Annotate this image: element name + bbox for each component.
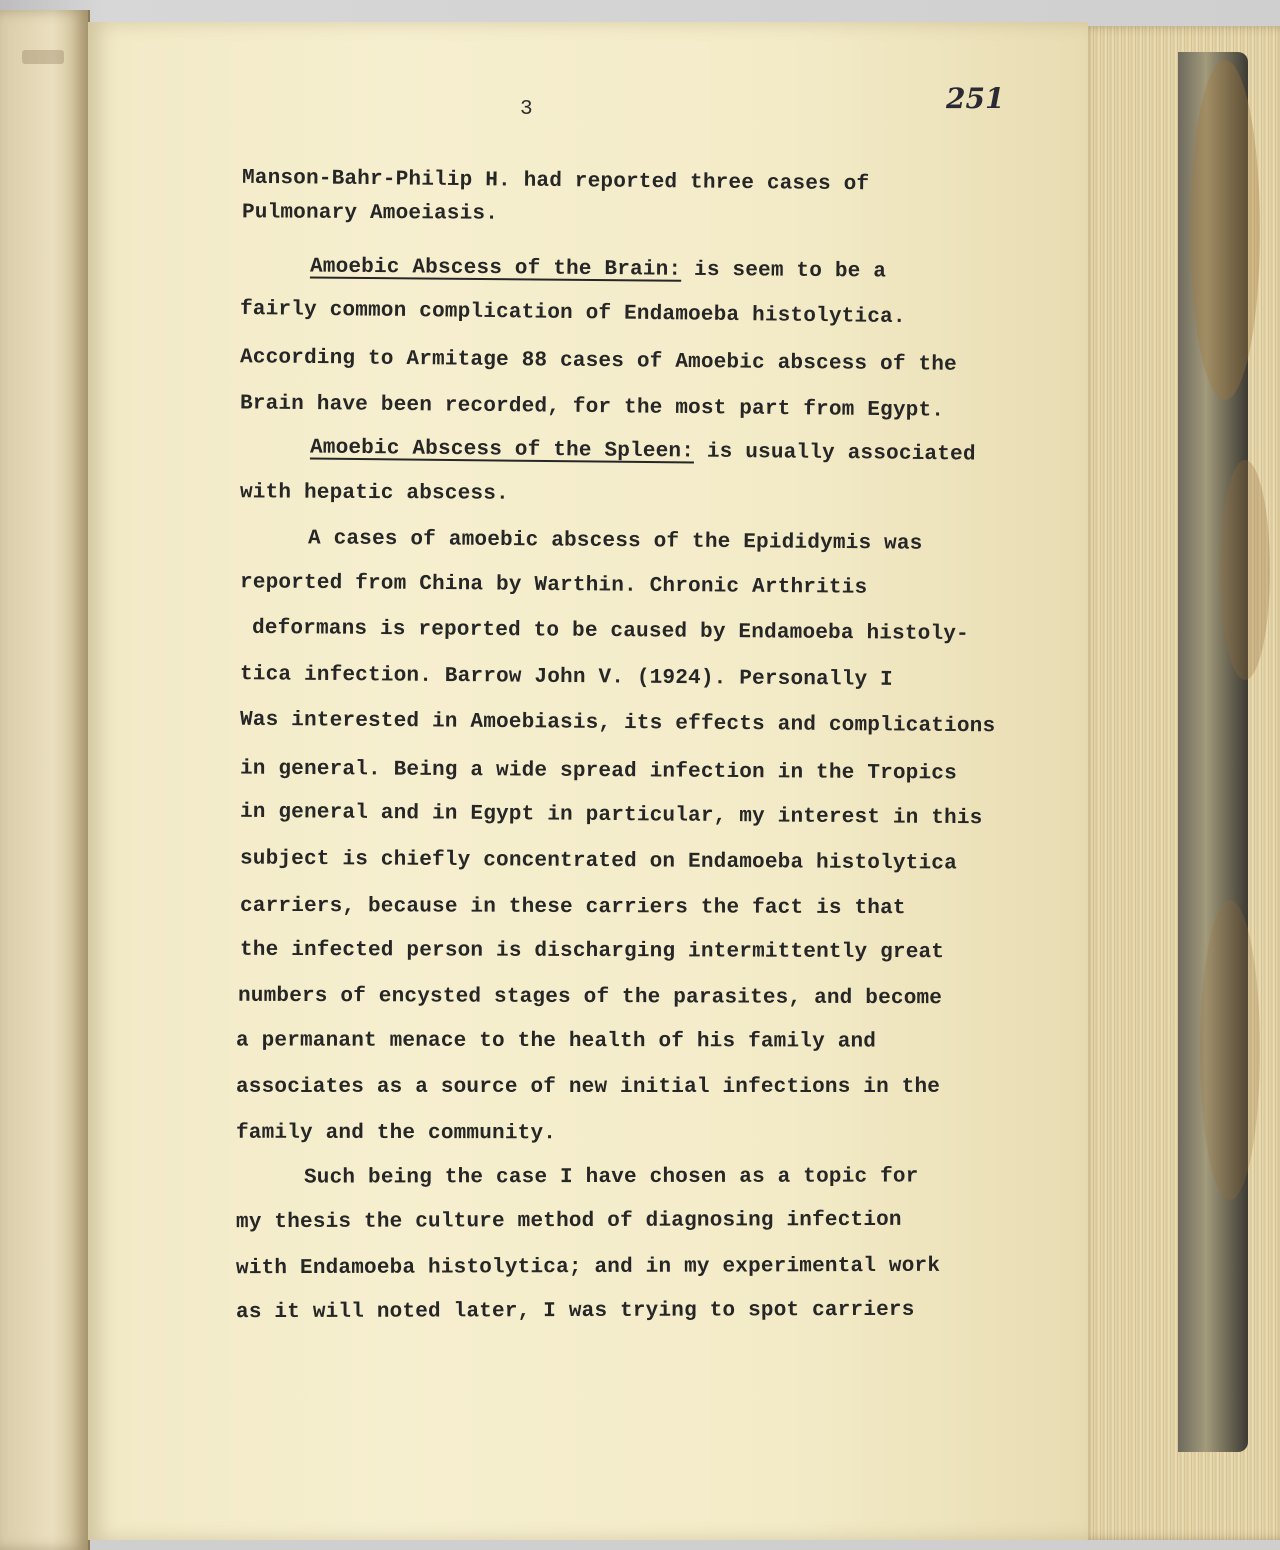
text-line: with Endamoeba histolytica; and in my experimental work xyxy=(235,1254,941,1281)
text-line: tica infection. Barrow John V. (1924). Personally I xyxy=(239,663,893,692)
text-line: a permanant menace to the health of his family and xyxy=(235,1029,877,1054)
text-line: carriers, because in these carriers the fact is that xyxy=(239,894,906,921)
page-number: 3 xyxy=(520,98,533,121)
facing-page-mark xyxy=(22,50,64,64)
text-line: A cases of amoebic abscess of the Epididymis was xyxy=(307,527,923,556)
text-line: reported from China by Warthin. Chronic Arthritis xyxy=(239,571,868,600)
text-line: According to Armitage 88 cases of Amoebic abscess of the xyxy=(239,346,958,377)
book-cover-edge xyxy=(1178,52,1248,1452)
text-line: in general. Being a wide spread infection in the Tropics xyxy=(239,757,957,786)
text-line: family and the community. xyxy=(235,1121,557,1146)
handwritten-folio-number: 251 xyxy=(946,82,1005,115)
text-line: fairly common complication of Endamoeba histolytica. xyxy=(239,297,906,330)
text-line: Pulmonary Amoeiasis. xyxy=(241,201,499,226)
text-line: Manson-Bahr-Philip H. had reported three cases of xyxy=(241,166,870,197)
text-line: with hepatic abscess. xyxy=(239,481,509,506)
text-line: Was interested in Amoebiasis, its effects and complications xyxy=(239,708,996,739)
text-line: Amoebic Abscess of the Brain: is seem to be a xyxy=(309,255,887,284)
text-line: Amoebic Abscess of the Spleen: is usually associated xyxy=(309,436,976,467)
text-line: the infected person is discharging intermittently great xyxy=(239,938,945,965)
section-heading: Amoebic Abscess of the Brain: xyxy=(309,255,682,282)
text-line: deformans is reported to be caused by Endamoeba histoly- xyxy=(251,616,970,647)
text-line: subject is chiefly concentrated on Endamoeba histolytica xyxy=(239,847,957,876)
text-line: as it will noted later, I was trying to spot carriers xyxy=(235,1298,915,1325)
section-heading: Amoebic Abscess of the Spleen: xyxy=(309,436,695,464)
text-line: associates as a source of new initial infections in the xyxy=(236,1076,941,1099)
text-line: Brain have been recorded, for the most part from Egypt. xyxy=(239,392,945,423)
text-line: Such being the case I have chosen as a topic for xyxy=(303,1165,919,1190)
facing-page-edge xyxy=(0,10,90,1550)
text-line: in general and in Egypt in particular, my interest in this xyxy=(239,800,983,831)
text-line: my thesis the culture method of diagnosing infection xyxy=(235,1208,902,1235)
text-line: numbers of encysted stages of the parasites, and become xyxy=(237,984,943,1011)
